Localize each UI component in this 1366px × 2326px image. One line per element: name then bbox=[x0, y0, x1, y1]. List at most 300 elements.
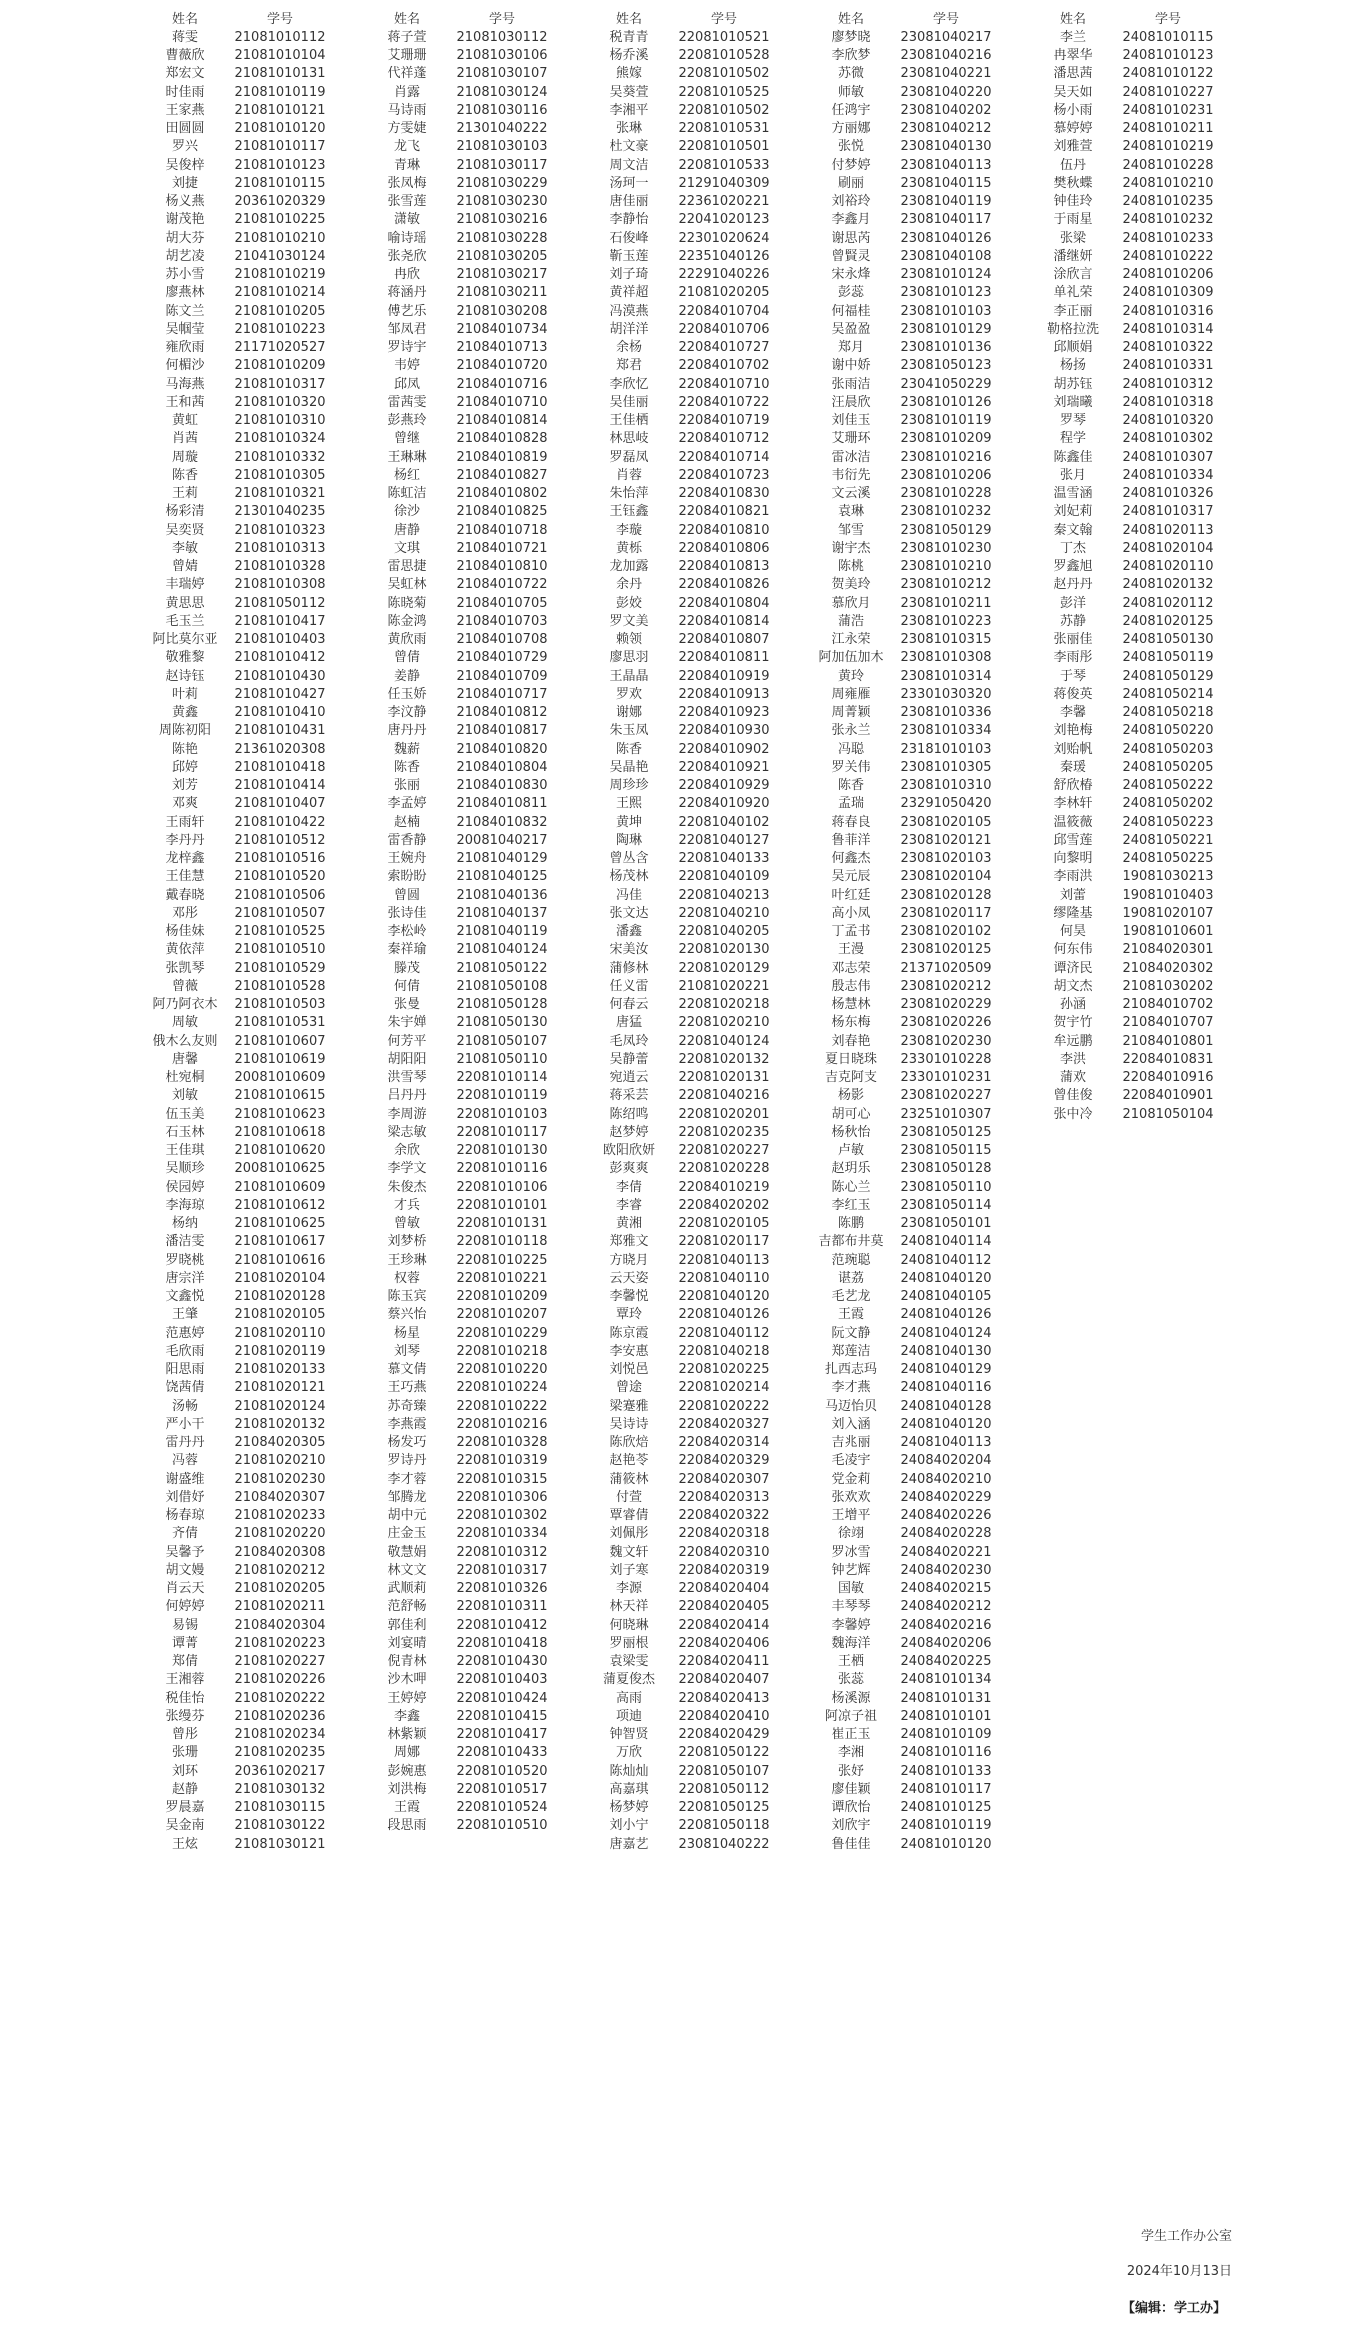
student-id: 21084010716 bbox=[456, 376, 548, 392]
student-id: 21081020211 bbox=[234, 1599, 326, 1615]
table-row bbox=[1038, 1032, 1228, 1050]
student-name: 鲁菲洋 bbox=[831, 832, 871, 848]
student-id: 21081050107 bbox=[456, 1033, 548, 1049]
student-name: 蒲夏俊杰 bbox=[602, 1672, 655, 1688]
student-id: 22081010525 bbox=[678, 84, 770, 100]
table-row bbox=[150, 448, 340, 466]
student-id: 21084010705 bbox=[456, 595, 548, 611]
student-name: 钟佳玲 bbox=[1053, 194, 1093, 210]
student-id: 24081020110 bbox=[1122, 559, 1214, 575]
student-id: 22301020624 bbox=[678, 230, 770, 246]
student-id: 21081010507 bbox=[234, 905, 326, 921]
student-name: 陈香 bbox=[837, 778, 864, 794]
student-id: 21081030229 bbox=[456, 175, 548, 191]
table-row bbox=[594, 1835, 784, 1853]
student-name: 曾賢灵 bbox=[831, 248, 871, 264]
name-header: 姓名 bbox=[393, 11, 420, 27]
student-id: 22084020429 bbox=[678, 1727, 770, 1743]
student-name: 伍玉美 bbox=[165, 1106, 205, 1122]
student-name: 胡洋洋 bbox=[609, 321, 649, 337]
table-row bbox=[1038, 941, 1228, 959]
student-id: 24081010119 bbox=[900, 1818, 992, 1834]
table-row bbox=[594, 1452, 784, 1470]
table-row bbox=[594, 1634, 784, 1652]
student-id: 21081020105 bbox=[234, 1307, 326, 1323]
student-name: 邓志荣 bbox=[831, 960, 871, 976]
student-id: 21081020133 bbox=[234, 1362, 326, 1378]
student-id: 21081020205 bbox=[234, 1581, 326, 1597]
student-name: 刘悦邑 bbox=[609, 1362, 649, 1378]
table-row bbox=[594, 1525, 784, 1543]
table-row bbox=[1038, 923, 1228, 941]
student-name: 时佳雨 bbox=[165, 84, 205, 100]
student-name: 罗鑫旭 bbox=[1053, 559, 1093, 575]
student-name: 黄湘 bbox=[615, 1216, 642, 1232]
student-name: 何芳平 bbox=[387, 1033, 427, 1049]
table-row bbox=[372, 1598, 562, 1616]
table-row bbox=[372, 576, 562, 594]
student-name: 龙梓鑫 bbox=[165, 851, 205, 867]
table-row bbox=[816, 193, 1006, 211]
table-row bbox=[1038, 813, 1228, 831]
student-name: 程学 bbox=[1059, 431, 1086, 447]
student-id: 21081010529 bbox=[234, 960, 326, 976]
table-row bbox=[594, 1251, 784, 1269]
table-row bbox=[816, 1014, 1006, 1032]
table-row bbox=[150, 704, 340, 722]
student-id: 22351040126 bbox=[678, 248, 770, 264]
student-name: 汤珂一 bbox=[609, 175, 649, 191]
table-row bbox=[594, 320, 784, 338]
student-name: 温雪涵 bbox=[1053, 486, 1093, 502]
student-name: 殷志伟 bbox=[831, 978, 871, 994]
student-id: 21081020222 bbox=[234, 1690, 326, 1706]
table-row bbox=[594, 850, 784, 868]
table-row bbox=[372, 1014, 562, 1032]
student-id: 23081010103 bbox=[900, 303, 992, 319]
student-id: 23081040202 bbox=[900, 102, 992, 118]
student-name: 王佳琪 bbox=[165, 1143, 205, 1159]
student-name: 周文洁 bbox=[609, 157, 649, 173]
student-name: 李洪 bbox=[1059, 1051, 1086, 1067]
table-row bbox=[594, 1196, 784, 1214]
table-row bbox=[150, 1470, 340, 1488]
student-name: 戴春晓 bbox=[165, 887, 205, 903]
student-name: 何鑫杰 bbox=[831, 851, 871, 867]
student-id: 22081010403 bbox=[456, 1672, 548, 1688]
student-id: 24081050223 bbox=[1122, 814, 1214, 830]
table-row bbox=[816, 503, 1006, 521]
student-id: 21084010812 bbox=[456, 705, 548, 721]
student-name: 谢盛维 bbox=[165, 1471, 205, 1487]
table-row bbox=[1038, 777, 1228, 795]
student-name: 魏薪 bbox=[393, 741, 420, 757]
student-name: 王钰鑫 bbox=[609, 504, 649, 520]
table-row bbox=[150, 101, 340, 119]
table-row bbox=[372, 1415, 562, 1433]
student-name: 张曼 bbox=[393, 997, 420, 1013]
student-name: 陈玉宾 bbox=[387, 1289, 427, 1305]
student-name: 张梁 bbox=[1059, 230, 1086, 246]
student-id: 21084020302 bbox=[1122, 960, 1214, 976]
table-row bbox=[150, 1598, 340, 1616]
table-row bbox=[372, 466, 562, 484]
student-name: 秦文翰 bbox=[1053, 522, 1093, 538]
student-name: 陈绍鸣 bbox=[609, 1106, 649, 1122]
table-row bbox=[1038, 594, 1228, 612]
student-id: 21084010710 bbox=[456, 394, 548, 410]
table-row bbox=[816, 1069, 1006, 1087]
student-name: 赵楠 bbox=[393, 814, 420, 830]
student-name: 樊秋蝶 bbox=[1053, 175, 1093, 191]
student-id: 23081050123 bbox=[900, 358, 992, 374]
table-row bbox=[372, 485, 562, 503]
table-row bbox=[372, 1397, 562, 1415]
student-id: 22084020322 bbox=[678, 1508, 770, 1524]
table-row bbox=[816, 1324, 1006, 1342]
table-row bbox=[594, 576, 784, 594]
table-row bbox=[372, 47, 562, 65]
student-name: 蒋涵丹 bbox=[387, 285, 427, 301]
student-name: 刘雅萱 bbox=[1053, 139, 1093, 155]
student-name: 蒲浩 bbox=[837, 613, 864, 629]
student-id: 21081020220 bbox=[234, 1526, 326, 1542]
student-name: 彭燕玲 bbox=[387, 413, 427, 429]
student-id: 22081010502 bbox=[678, 66, 770, 82]
student-name: 冯蓉 bbox=[171, 1453, 198, 1469]
student-name: 李敏 bbox=[171, 540, 198, 556]
student-name: 王熙 bbox=[615, 796, 642, 812]
student-id: 24081010227 bbox=[1122, 84, 1214, 100]
student-name: 陈虹洁 bbox=[387, 486, 427, 502]
student-id: 21081030132 bbox=[234, 1781, 326, 1797]
student-id: 22081010224 bbox=[456, 1380, 548, 1396]
student-id: 21171020527 bbox=[234, 340, 326, 356]
student-name: 杨彩清 bbox=[165, 504, 205, 520]
table-row bbox=[372, 1653, 562, 1671]
student-id: 21081010310 bbox=[234, 413, 326, 429]
student-name: 谢娜 bbox=[615, 705, 642, 721]
student-id: 21081010219 bbox=[234, 267, 326, 283]
table-row bbox=[372, 1561, 562, 1579]
student-name: 王和茜 bbox=[165, 394, 205, 410]
student-name: 蒋雯 bbox=[171, 29, 198, 45]
student-id: 23081050110 bbox=[900, 1179, 992, 1195]
student-id: 21081010321 bbox=[234, 486, 326, 502]
student-id: 21084010708 bbox=[456, 632, 548, 648]
student-id: 21081010531 bbox=[234, 1015, 326, 1031]
table-row bbox=[372, 904, 562, 922]
student-name: 郑宏文 bbox=[165, 66, 205, 82]
student-id: 23081010124 bbox=[900, 267, 992, 283]
table-row bbox=[150, 1543, 340, 1561]
table-row bbox=[150, 1324, 340, 1342]
student-id: 23081010136 bbox=[900, 340, 992, 356]
student-name: 肖露 bbox=[393, 84, 420, 100]
student-id: 23081050128 bbox=[900, 1161, 992, 1177]
table-row bbox=[372, 886, 562, 904]
student-name: 饶茜倩 bbox=[165, 1380, 205, 1396]
student-name: 朱怡萍 bbox=[609, 486, 649, 502]
student-name: 项迪 bbox=[615, 1708, 642, 1724]
table-row bbox=[816, 247, 1006, 265]
table-row bbox=[594, 357, 784, 375]
student-id: 21081010612 bbox=[234, 1197, 326, 1213]
student-id: 21081030228 bbox=[456, 230, 548, 246]
student-id: 22084020329 bbox=[678, 1453, 770, 1469]
student-name: 吉兆丽 bbox=[831, 1435, 871, 1451]
student-id: 21081010313 bbox=[234, 540, 326, 556]
student-id: 23081010310 bbox=[900, 778, 992, 794]
student-name: 林思岐 bbox=[609, 431, 649, 447]
student-id: 21084010702 bbox=[1122, 997, 1214, 1013]
table-row bbox=[150, 1288, 340, 1306]
table-row bbox=[150, 466, 340, 484]
student-id: 21084010832 bbox=[456, 814, 548, 830]
student-id: 24081010326 bbox=[1122, 486, 1214, 502]
student-id: 21081030106 bbox=[456, 48, 548, 64]
student-id: 22041020123 bbox=[678, 212, 770, 228]
table-row bbox=[372, 375, 562, 393]
student-id: 22084010923 bbox=[678, 705, 770, 721]
student-name: 张月 bbox=[1059, 467, 1086, 483]
student-name: 陈桃 bbox=[837, 559, 864, 575]
student-id: 24081020104 bbox=[1122, 540, 1214, 556]
student-id: 21081010516 bbox=[234, 851, 326, 867]
table-row bbox=[1038, 101, 1228, 119]
student-id: 21361020308 bbox=[234, 741, 326, 757]
table-row bbox=[816, 850, 1006, 868]
student-name: 杜宛桐 bbox=[165, 1070, 205, 1086]
table-row bbox=[150, 813, 340, 831]
student-id: 24081040128 bbox=[900, 1398, 992, 1414]
student-id: 22081040102 bbox=[678, 814, 770, 830]
student-name: 杨义燕 bbox=[165, 194, 205, 210]
table-row bbox=[150, 1123, 340, 1141]
student-name: 苏静 bbox=[1059, 613, 1086, 629]
student-id: 21084010819 bbox=[456, 449, 548, 465]
student-name: 肖蓉 bbox=[615, 467, 642, 483]
student-id: 24081010210 bbox=[1122, 175, 1214, 191]
student-id: 23081010206 bbox=[900, 467, 992, 483]
student-id: 24081010134 bbox=[900, 1672, 992, 1688]
student-name: 吴帼莹 bbox=[165, 321, 205, 337]
student-name: 李馨 bbox=[1059, 705, 1086, 721]
student-id: 22081010521 bbox=[678, 29, 770, 45]
student-id: 22081040120 bbox=[678, 1289, 770, 1305]
student-name: 才兵 bbox=[393, 1197, 420, 1213]
student-name: 艾珊环 bbox=[831, 431, 871, 447]
table-row bbox=[594, 1233, 784, 1251]
table-row bbox=[816, 1799, 1006, 1817]
student-id: 21081020233 bbox=[234, 1508, 326, 1524]
student-name: 杨红 bbox=[393, 467, 420, 483]
student-id: 22081010209 bbox=[456, 1289, 548, 1305]
table-row bbox=[594, 996, 784, 1014]
table-row bbox=[1038, 831, 1228, 849]
table-row bbox=[150, 996, 340, 1014]
student-id: 24084020212 bbox=[900, 1599, 992, 1615]
table-row bbox=[150, 777, 340, 795]
student-name: 周敏 bbox=[171, 1015, 198, 1031]
student-name: 杨星 bbox=[393, 1325, 420, 1341]
student-name: 崔正玉 bbox=[831, 1727, 871, 1743]
student-id: 23301030320 bbox=[900, 686, 992, 702]
student-id: 23081020227 bbox=[900, 1088, 992, 1104]
table-row bbox=[816, 576, 1006, 594]
table-row bbox=[150, 1361, 340, 1379]
student-id: 23081040222 bbox=[678, 1836, 770, 1852]
table-row bbox=[816, 1817, 1006, 1835]
student-id: 21081010623 bbox=[234, 1106, 326, 1122]
student-id: 24081040120 bbox=[900, 1416, 992, 1432]
student-id: 21081010328 bbox=[234, 559, 326, 575]
student-name: 杨春琼 bbox=[165, 1508, 205, 1524]
student-id: 21371020509 bbox=[900, 960, 992, 976]
student-id: 22081010130 bbox=[456, 1143, 548, 1159]
table-row bbox=[1038, 685, 1228, 703]
student-name: 周雍雁 bbox=[831, 686, 871, 702]
student-id: 23081040117 bbox=[900, 212, 992, 228]
student-id: 21081010332 bbox=[234, 449, 326, 465]
student-name: 王霞 bbox=[393, 1800, 420, 1816]
student-id: 21084010722 bbox=[456, 577, 548, 593]
table-row bbox=[816, 1050, 1006, 1068]
student-name: 吴顺珍 bbox=[165, 1161, 205, 1177]
table-row bbox=[150, 1269, 340, 1287]
student-id: 21081010609 bbox=[234, 1179, 326, 1195]
student-name: 吴葵萱 bbox=[609, 84, 649, 100]
table-row bbox=[150, 539, 340, 557]
student-id: 20361020329 bbox=[234, 194, 326, 210]
student-id: 24081020132 bbox=[1122, 577, 1214, 593]
student-name: 靳玉莲 bbox=[609, 248, 649, 264]
student-id: 21081050122 bbox=[456, 960, 548, 976]
table-row bbox=[594, 740, 784, 758]
table-row bbox=[372, 1178, 562, 1196]
student-name: 傅艺乐 bbox=[387, 303, 427, 319]
student-id: 24081050222 bbox=[1122, 778, 1214, 794]
student-id: 21041030124 bbox=[234, 248, 326, 264]
student-name: 吴俊梓 bbox=[165, 157, 205, 173]
student-name: 胡苏钰 bbox=[1053, 376, 1093, 392]
table-row bbox=[1038, 649, 1228, 667]
student-id: 21081050128 bbox=[456, 997, 548, 1013]
student-name: 唐佳丽 bbox=[609, 194, 649, 210]
student-id: 21081010512 bbox=[234, 832, 326, 848]
student-name: 扎西志玛 bbox=[824, 1362, 877, 1378]
student-id: 23301010228 bbox=[900, 1051, 992, 1067]
table-row bbox=[372, 1123, 562, 1141]
student-id: 24081040116 bbox=[900, 1380, 992, 1396]
student-name: 张文达 bbox=[609, 905, 649, 921]
table-row bbox=[150, 886, 340, 904]
table-row bbox=[594, 923, 784, 941]
student-name: 冯聪 bbox=[837, 741, 864, 757]
student-id: 23081010210 bbox=[900, 559, 992, 575]
table-row bbox=[594, 1069, 784, 1087]
student-name: 郑莲洁 bbox=[831, 1343, 871, 1359]
table-row bbox=[594, 1543, 784, 1561]
student-name: 谢茂艳 bbox=[165, 212, 205, 228]
student-id: 24084020206 bbox=[900, 1635, 992, 1651]
student-id: 22081010119 bbox=[456, 1088, 548, 1104]
student-id: 20361020217 bbox=[234, 1763, 326, 1779]
student-id: 23081040221 bbox=[900, 66, 992, 82]
student-id: 23081040220 bbox=[900, 84, 992, 100]
student-name: 于琴 bbox=[1059, 668, 1086, 684]
student-name: 任玉娇 bbox=[387, 686, 427, 702]
table-row bbox=[594, 375, 784, 393]
roster-column-3 bbox=[594, 10, 784, 1853]
student-id: 22081010225 bbox=[456, 1252, 548, 1268]
student-name: 王婉舟 bbox=[387, 851, 427, 867]
student-id: 23081010230 bbox=[900, 540, 992, 556]
student-name: 李欣忆 bbox=[609, 376, 649, 392]
table-row bbox=[816, 1105, 1006, 1123]
student-name: 丁孟书 bbox=[831, 924, 871, 940]
table-row bbox=[372, 1196, 562, 1214]
student-name: 雷丹丹 bbox=[165, 1435, 205, 1451]
student-name: 何东伟 bbox=[1053, 942, 1093, 958]
student-id: 22081010222 bbox=[456, 1398, 548, 1414]
student-name: 朱俊杰 bbox=[387, 1179, 427, 1195]
table-row bbox=[1038, 266, 1228, 284]
student-id: 22081010221 bbox=[456, 1270, 548, 1286]
student-name: 钟智贤 bbox=[609, 1727, 649, 1743]
table-row bbox=[816, 904, 1006, 922]
student-id: 22081050112 bbox=[678, 1781, 770, 1797]
student-id: 22081010533 bbox=[678, 157, 770, 173]
student-id: 22084020406 bbox=[678, 1635, 770, 1651]
table-row bbox=[594, 722, 784, 740]
student-id: 22081010524 bbox=[456, 1800, 548, 1816]
table-row bbox=[816, 357, 1006, 375]
student-name: 武顺莉 bbox=[387, 1581, 427, 1597]
student-id: 23081020128 bbox=[900, 887, 992, 903]
student-id: 20081010625 bbox=[234, 1161, 326, 1177]
student-id: 21081020223 bbox=[234, 1635, 326, 1651]
student-name: 刘借妤 bbox=[165, 1489, 205, 1505]
student-id: 21084010718 bbox=[456, 522, 548, 538]
student-id: 24081010133 bbox=[900, 1763, 992, 1779]
student-name: 文云溪 bbox=[831, 486, 871, 502]
student-id: 22081040218 bbox=[678, 1343, 770, 1359]
student-id: 22084010821 bbox=[678, 504, 770, 520]
student-name: 郑君 bbox=[615, 358, 642, 374]
student-id: 21081030216 bbox=[456, 212, 548, 228]
student-id: 22084010719 bbox=[678, 413, 770, 429]
student-id: 21081020132 bbox=[234, 1416, 326, 1432]
student-id: 22084010916 bbox=[1122, 1070, 1214, 1086]
student-id: 21081010308 bbox=[234, 577, 326, 593]
student-name: 蒋俊英 bbox=[1053, 686, 1093, 702]
student-id: 22081040124 bbox=[678, 1033, 770, 1049]
student-id: 24081010115 bbox=[1122, 29, 1214, 45]
student-name: 覃玲 bbox=[615, 1307, 642, 1323]
student-id: 21084010802 bbox=[456, 486, 548, 502]
table-row bbox=[372, 1142, 562, 1160]
table-row bbox=[372, 1470, 562, 1488]
student-name: 税青青 bbox=[609, 29, 649, 45]
student-id: 22081010415 bbox=[456, 1708, 548, 1724]
table-row bbox=[372, 1361, 562, 1379]
table-row bbox=[1038, 996, 1228, 1014]
student-name: 陈心兰 bbox=[831, 1179, 871, 1195]
table-row bbox=[150, 1780, 340, 1798]
student-name: 吴元辰 bbox=[831, 869, 871, 885]
student-name: 赵艳苓 bbox=[609, 1453, 649, 1469]
